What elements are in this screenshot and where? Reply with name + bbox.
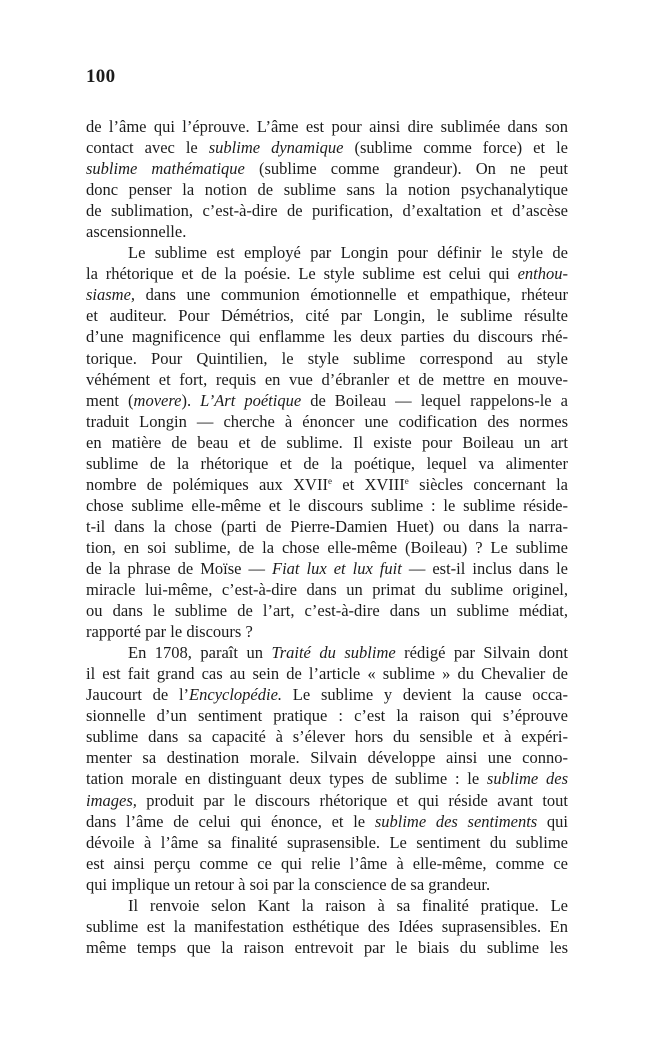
text-line [86, 137, 568, 158]
text-line [86, 600, 568, 621]
text-run: menter sa destination morale. Silvain développe ainsi une conno- [86, 748, 568, 768]
text-line [86, 853, 568, 874]
text-run: donc penser la notion de sublime sans la notion psychanalytique [86, 180, 568, 200]
text-line [86, 768, 568, 789]
italic-text: enthou- [517, 264, 568, 284]
text-run: rédigé par Silvain dont [395, 643, 568, 663]
text-line [86, 348, 568, 369]
text-run: torique. Pour Quintilien, le style sublime correspond au style [86, 348, 568, 368]
text-line [86, 705, 568, 726]
italic-text: siasme, [86, 285, 136, 305]
body-text [86, 116, 568, 958]
text-run: sublime de la rhétorique et de la poétique, lequel va alimenter [86, 453, 568, 473]
italic-text: sublime mathématique [86, 159, 245, 179]
superscript: e [404, 475, 409, 486]
text-run: de la phrase de Moïse — [86, 558, 272, 578]
text-run: (sublime comme grandeur). On ne peut [244, 159, 568, 179]
text-run: ). [181, 390, 201, 410]
text-run: sionnelle d’un sentiment pratique : c’est la raison qui s’éprouve [86, 706, 568, 726]
text-line [86, 621, 568, 642]
text-line [86, 937, 568, 958]
text-line [86, 390, 568, 411]
text-line [86, 453, 568, 474]
text-run: et auditeur. Pour Démétrios, cité par Longin, le sublime résulte [86, 306, 568, 326]
text-run: est ainsi perçu comme ce qui relie l’âme à elle-même, comme ce [86, 853, 568, 873]
text-run: En 1708, paraît un [128, 643, 272, 663]
text-run: en matière de beau et de sublime. Il existe pour Boileau un art [86, 432, 568, 452]
text-run: traduit Longin — cherche à énoncer une codification des normes [86, 411, 568, 431]
text-line [86, 726, 568, 747]
text-run: sublime dans sa capacité à s’élever hors du sensible et à expéri- [86, 727, 568, 747]
text-run: Le sublime y devient la cause occa- [282, 685, 568, 705]
text-line [86, 642, 568, 663]
page-number: 100 [86, 66, 116, 87]
text-run: de sublimation, c’est-à-dire de purification, d’exaltation et d’ascèse [86, 201, 568, 221]
text-run: tion, en soi sublime, de la chose elle-même (Boileau) ? Le sublime [86, 537, 568, 557]
text-run: qui [537, 811, 568, 831]
text-line [86, 684, 568, 705]
text-line [86, 200, 568, 221]
text-run: Il renvoie selon Kant la raison à sa finalité pratique. Le [128, 895, 568, 915]
text-run: rapporté par le discours ? [86, 622, 253, 642]
text-run: nombre de polémiques aux XVII [86, 474, 328, 494]
text-run: (sublime comme force) et le [343, 138, 568, 158]
italic-text: Fiat lux et lux fuit [272, 558, 402, 578]
text-line [86, 537, 568, 558]
text-line [86, 284, 568, 305]
superscript: e [327, 475, 332, 486]
text-line [86, 790, 568, 811]
text-run: d’une magnificence qui enflamme les deux parties du discours rhé- [86, 327, 568, 347]
text-line [86, 158, 568, 179]
text-run: t-il dans la chose (parti de Pierre-Damien Huet) ou dans la narra- [86, 516, 568, 536]
italic-text: L’Art poétique [200, 390, 302, 410]
text-line [86, 221, 568, 242]
text-run: chose sublime elle-même et le discours sublime : le sublime réside- [86, 495, 568, 515]
italic-text: Traité du sublime [271, 643, 396, 663]
text-line [86, 326, 568, 347]
text-run: véhément et fort, requis en vue d’ébranler et de mettre en mouve- [86, 369, 568, 389]
text-run: tation morale en distinguant deux types de sublime : le [86, 769, 487, 789]
text-run: qui implique un retour à soi par la conscience de sa grandeur. [86, 874, 491, 894]
text-line [86, 516, 568, 537]
text-run: produit par le discours rhétorique et qui réside avant tout [136, 790, 568, 810]
text-run: de Boileau — lequel rappelons-le a [301, 390, 568, 410]
text-line [86, 242, 568, 263]
text-run: dans l’âme de celui qui énonce, et le [86, 811, 375, 831]
text-run: ment ( [86, 390, 134, 410]
text-line [86, 263, 568, 284]
text-line [86, 874, 568, 895]
text-run: contact avec le [86, 138, 209, 158]
italic-text: movere [133, 390, 182, 410]
text-line [86, 663, 568, 684]
text-line [86, 579, 568, 600]
text-run: sublime est la manifestation esthétique des Idées suprasensibles. En [86, 916, 568, 936]
text-run: siècles concernant la [408, 474, 568, 494]
text-run: la rhétorique et de la poésie. Le style sublime est celui qui [86, 264, 518, 284]
text-run: il est fait grand cas au sein de l’article « sublime » du Chevalier de [86, 664, 568, 684]
text-run: ascensionnelle. [86, 222, 187, 242]
text-run: Le sublime est employé par Longin pour définir le style de [128, 243, 568, 263]
text-run: et XVIII [331, 474, 405, 494]
text-run: Jaucourt de l’ [86, 685, 190, 705]
text-line [86, 432, 568, 453]
text-line [86, 369, 568, 390]
text-line [86, 305, 568, 326]
text-run: miracle lui-même, c’est-à-dire dans un primat du sublime originel, [86, 580, 568, 600]
text-line [86, 747, 568, 768]
text-line [86, 179, 568, 200]
text-run: de l’âme qui l’éprouve. L’âme est pour ainsi dire sublimée dans son [86, 117, 568, 136]
text-line [86, 895, 568, 916]
text-line [86, 832, 568, 853]
text-run: dévoile à l’âme sa finalité suprasensible. Le sentiment du sublime [86, 832, 568, 852]
text-line [86, 811, 568, 832]
text-line [86, 474, 568, 495]
text-run: dans une communion émotionnelle et empathique, rhéteur [135, 285, 568, 305]
italic-text: sublime des [486, 769, 568, 789]
text-line [86, 916, 568, 937]
text-line [86, 411, 568, 432]
text-line [86, 558, 568, 579]
text-line [86, 116, 568, 137]
text-line [86, 495, 568, 516]
text-run: même temps que la raison entrevoit par le biais du sublime les [86, 937, 568, 957]
italic-text: sublime des sentiments [374, 811, 538, 831]
italic-text: sublime dynamique [208, 138, 344, 158]
text-run: — est-il inclus dans le [401, 558, 568, 578]
text-run: ou dans le sublime de l’art, c’est-à-dire dans un sublime médiat, [86, 601, 568, 621]
italic-text: Encyclopédie. [189, 685, 283, 705]
italic-text: images, [86, 790, 137, 810]
